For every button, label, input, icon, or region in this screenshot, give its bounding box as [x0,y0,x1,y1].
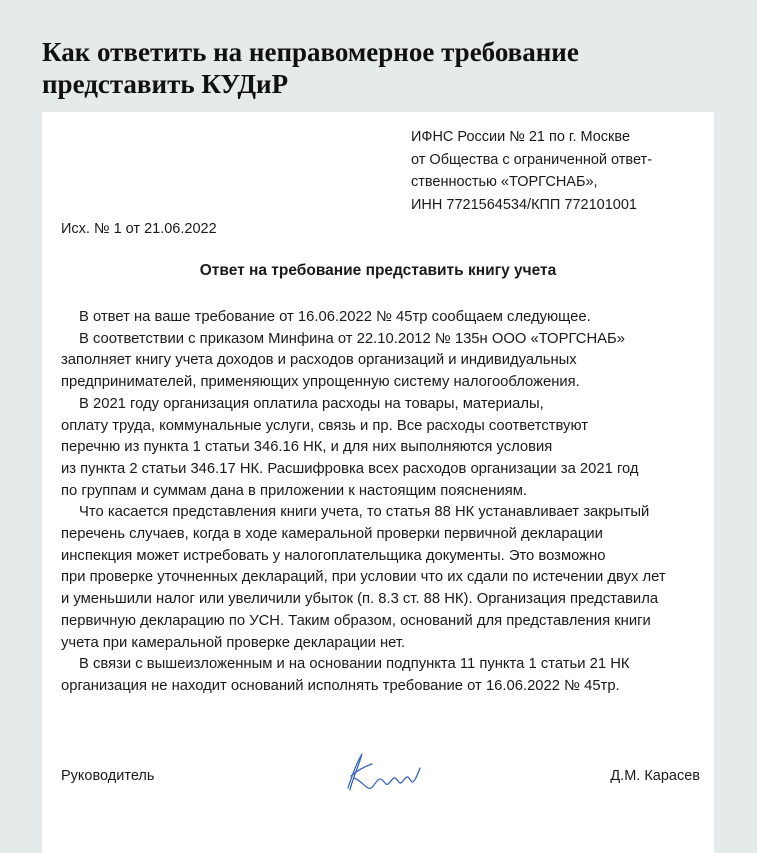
addressee-line: ИФНС России № 21 по г. Москве [411,129,631,145]
addressee-block [411,126,701,216]
body-line: учета при камеральной проверке декларации нет. [61,634,406,651]
body-line: первичную декларацию по УСН. Таким образом, оснований для представления книги [61,612,651,629]
body-line: инспекция может истребовать у налогоплательщика документы. Это возможно [61,547,606,564]
body-line: В ответ на ваше требование от 16.06.2022 № 45тр сообщаем следующее. [79,309,591,325]
body-line: В связи с вышеизложенным и на основании подпункта 11 пункта 1 статьи 21 НК [79,656,630,673]
document-title: Ответ на требование представить книгу учета [199,262,557,279]
body-line: перечень случаев, когда в ходе камеральной проверки первичной декларации [61,526,603,543]
body-line: организация не находит оснований исполнять требование от 16.06.2022 № 45тр. [61,677,620,694]
heading-line-1: Как ответить на неправомерное требование [42,37,579,67]
addressee-line: ственностью «ТОРГСНАБ», [411,174,598,191]
body-line: оплату труда, коммунальные услуги, связь и пр. Все расходы соответствуют [61,417,588,434]
body-line: из пункта 2 статьи 346.17 НК. Расшифровка всех расходов организации за 2021 год [61,460,639,477]
body-line: по группам и суммам дана в приложении к настоящим пояснениям. [61,482,528,499]
signatory-role: Руководитель [61,768,155,784]
addressee-line: от Общества с ограниченной ответ- [411,151,653,168]
body-line: перечню из пункта 1 статьи 346.16 НК, и для них выполняются условия [61,439,553,456]
addressee-line: ИНН 7721564534/КПП 772101001 [411,196,637,213]
body-line: В соответствии с приказом Минфина от 22.10.2012 № 135н ООО «ТОРГСНАБ» [79,330,625,347]
body-line: Что касается представления книги учета, то статья 88 НК устанавливает закрытый [79,504,650,521]
body-line: при проверке уточненных деклараций, при условии что их сдали по истечении двух лет [61,569,666,586]
body-line: В 2021 году организация оплатила расходы на товары, материалы, [79,395,544,412]
body-line: заполняет книгу учета доходов и расходов организаций и индивидуальных [61,352,577,369]
letter-body [61,307,701,698]
heading-line-2: представить КУДиР [42,69,289,99]
outgoing-reference: Исх. № 1 от 21.06.2022 [61,221,217,237]
body-line: и уменьшили налог или увеличили убыток (п. 8.3 ст. 88 НК). Организация представила [61,591,659,608]
body-line: предпринимателей, применяющих упрощенную систему налогообложения. [61,374,580,391]
handwritten-signature [338,746,428,796]
article-heading [42,36,722,100]
letter-sheet [42,112,714,853]
signatory-name: Д.М. Карасев [610,768,700,784]
